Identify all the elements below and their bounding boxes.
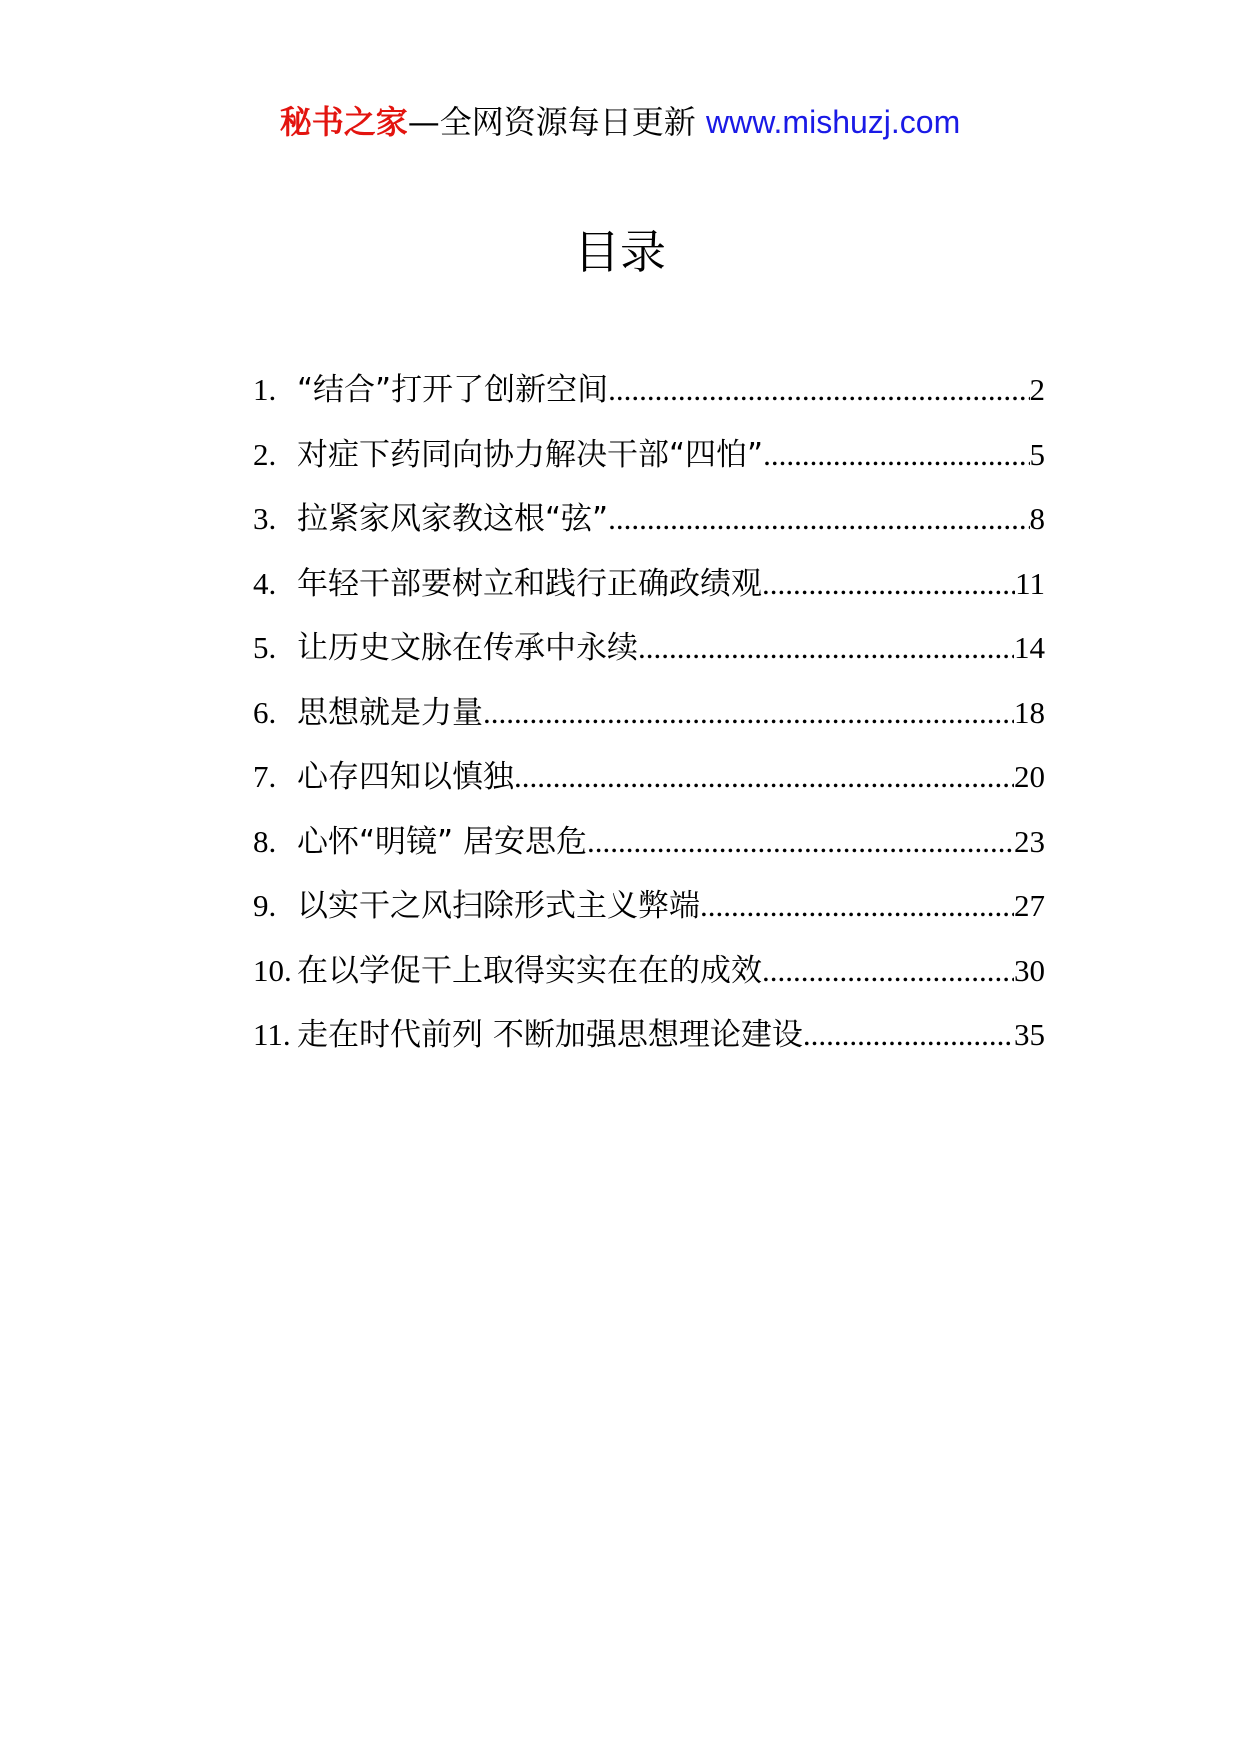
toc-item-11[interactable] [253,1003,1045,1068]
toc-title: 走在时代前列 不断加强思想理论建设 [297,1017,803,1053]
toc-title: 让历史文脉在传承中永续 [297,630,638,666]
dot-leader [638,616,1014,681]
dot-leader [483,681,1014,746]
toc-page: 11 [1015,565,1045,601]
dot-leader [762,552,1015,617]
toc-number: 4. [253,565,277,601]
toc-page: 14 [1014,630,1045,665]
toc-page: 35 [1014,1017,1045,1052]
toc-number: 11. [253,1017,291,1052]
dot-leader [608,358,1029,423]
toc-number: 10. [253,952,292,988]
toc-number: 3. [253,501,277,536]
toc-number: 5. [253,630,277,665]
toc-number: 7. [253,759,277,794]
dot-leader [762,939,1014,1004]
toc-title: 心存四知以慎独 [297,759,514,795]
toc-page: 5 [1029,436,1045,472]
toc-title: 以实干之风扫除形式主义弊端 [297,888,700,924]
toc-number: 6. [253,694,277,730]
dot-leader [608,487,1029,552]
toc-page: 23 [1014,823,1045,859]
toc-item-4[interactable] [253,552,1045,617]
dot-leader [700,874,1014,939]
dot-leader [803,1003,1014,1068]
toc-item-6[interactable] [253,681,1045,746]
toc-page: 27 [1014,888,1045,923]
toc-item-9[interactable] [253,874,1045,939]
toc-title: 在以学促干上取得实实在在的成效 [297,952,762,989]
slogan: —全网资源每日更新 [407,103,696,141]
toc-item-10[interactable] [253,939,1045,1004]
toc-page: 18 [1014,694,1045,730]
dot-leader [763,423,1029,488]
toc-number: 9. [253,888,277,923]
dot-leader [587,810,1014,875]
toc-number: 2. [253,436,277,472]
table-of-contents [253,358,1045,1068]
toc-item-2[interactable] [253,423,1045,488]
page-title: 目录 [574,225,666,279]
toc-title: 思想就是力量 [297,694,483,731]
brand-name: 秘书之家 [279,103,408,141]
toc-title: 对症下药同向协力解决干部“四怕” [297,436,764,473]
dot-leader [514,745,1014,810]
toc-title: 年轻干部要树立和践行正确政绩观 [297,565,762,602]
toc-number: 1. [253,372,277,407]
toc-item-3[interactable] [253,487,1045,552]
toc-item-1[interactable] [253,358,1045,423]
toc-title: 心怀“明镜” 居安思危 [297,823,587,860]
toc-page: 2 [1029,372,1045,407]
toc-page: 30 [1014,952,1045,988]
toc-item-5[interactable] [253,616,1045,681]
toc-title: “结合”打开了创新空间 [297,372,609,408]
toc-item-7[interactable] [253,745,1045,810]
toc-number: 8. [253,823,277,859]
toc-title: 拉紧家风家教这根“弦” [297,501,609,537]
site-url-link[interactable]: www.mishuzj.com [705,104,961,140]
toc-page: 8 [1029,501,1045,536]
toc-item-8[interactable] [253,810,1045,875]
toc-page: 20 [1014,759,1045,794]
site-header [0,100,1240,144]
